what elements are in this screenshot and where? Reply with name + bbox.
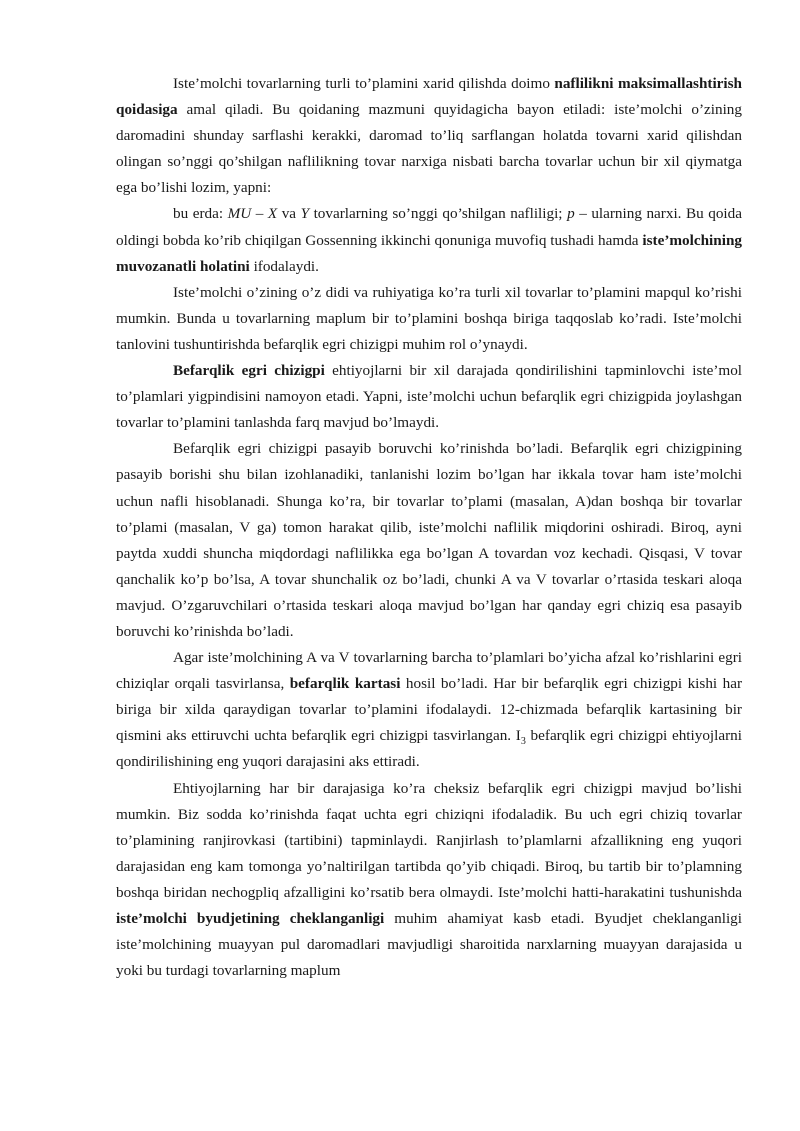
italic-term: MU – X [227,205,278,223]
text-run: befarqlik egri chizigpi ehtiyojlarni qondirilishining eng yuqori darajasini aks ettiradi. [116,727,742,771]
paragraph-1 [116,71,742,201]
paragraph-5 [116,436,742,645]
bold-term: naflilikni maksimallashtirish qoidasiga [116,75,743,119]
text-run: amal qiladi. Bu qoidaning mazmuni quyidagicha bayon etiladi: iste’molchi o’zining daromadini shunday sarflashi kerakki, daromad to’liq sarflangan holatda tovarni xarid qilishdan olingan so’nggi qo’shilgan naflilikning tovar narxiga nisbati barcha tovarlar uchun bir xil qiymatga ega bo’lishi lozim, yapni: [116,101,742,197]
paragraph-4 [116,358,742,436]
text-run: Ehtiyojlarning har bir darajasiga ko’ra cheksiz befarqlik egri chizigpi mavjud bo’lishi mumkin. Biz sodda ko’rinishda faqat uchta egri chiziqni ifodaladik. Bu uch egri chiziq tovarlar to’plamining ranjirovkasi (tartibini) tapminlaydi. Ranjirlash to’plamlarni afzallikning eng yuqori darajasidan eng kam tomonga yo’naltirilgan tartibda qo’yib chiqadi. Biroq, bu tartib bir to’plamning boshqa biridan nechogpliq afzalligini ko’rsatib bera olmaydi. Iste’molchi hatti-harakatini tushunishda [116,779,742,901]
paragraph-7 [116,776,742,985]
text-run: Befarqlik egri chizigpi pasayib boruvchi ko’rinishda bo’ladi. Befarqlik egri chizigpining pasayib borishi shu bilan izohlanadiki, tanlanishi lozim bo’lgan har ikkala tovar ham iste’molchi uchun nafli hisoblanadi. Shunga ko’ra, bir tovarlar to’plami (masalan, A)dan boshqa bir tovarlar to’plami (masalan, V ga) tomon harakat qilib, iste’molchi naflilik miqdorini oshiradi. Biroq, ayni paytda xuddi shuncha miqdordagi naflilikka ega bo’lgan A tovardan voz kechadi. Qisqasi, V tovar qanchalik ko’p bo’lsa, A tovar shunchalik oz bo’ladi, chunki A va V tovarlar o’rtasida teskari aloqa mavjud. O’zgaruvchilari o’rtasida teskari aloqa mavjud bo’lgan har qanday egri chiziq esa pasayib boruvchi ko’rinishda bo’ladi. [116,440,742,640]
text-run: ifodalaydi. [249,257,319,275]
text-run: – ularning narxi. Bu qoida oldingi bobda ko’rib chiqilgan Gossenning ikkinchi qonuniga muvofiq tushadi hamda [116,205,742,249]
paragraph-3 [116,280,742,358]
text-run: Iste’molchi o’zining o’z didi va ruhiyatiga ko’ra turli xil tovarlar to’plamini mapqul ko’rishi mumkin. Bunda u tovarlarning maplum bir to’plamini boshqa biriga taqqoslab ko’radi. Iste’molchi tanlovini tushuntirishda befarqlik egri chizigpi muhim rol o’ynaydi. [116,283,742,353]
italic-term: p [567,205,575,223]
text-run: Agar iste’molchining A va V tovarlarning barcha to’plamlari bo’yicha afzal ko’rishlarini egri chiziqlar orqali tasvirlansa, [116,649,742,693]
bold-term: befarqlik kartasi [289,675,401,693]
text-run: Iste’molchi tovarlarning turli to’plamini xarid qilishda doimo [173,75,555,92]
text-run: ehtiyojlarni bir xil darajada qondirilishini tapminlovchi iste’mol to’plamlari yigpindisini namoyon etadi. Yapni, iste’molchi uchun befarqlik egri chizigpida joylashgan tovarlar to’plamini tanlashda farq mavjud bo’lmaydi. [116,362,743,432]
text-run: va [277,205,301,223]
text-run: muhim ahamiyat kasb etadi. Byudjet cheklanganligi iste’molchining muayyan pul daromadlari mavjudligi sharoitida narxlarning muayyan darajasida u yoki bu turdagi tovarlarning maplum [116,910,742,980]
bold-term: Befarqlik egri chizigpi [173,362,325,380]
subscript: 3 [520,736,526,748]
text-run: hosil bo’ladi. Har bir befarqlik egri chizigpi kishi har biriga bir xilda qaraydigan tovarlar to’plamini ifodalaydi. 12-chizmada befarqlik kartasining bir qismini aks ettiruvchi uchta befarqlik egri chizigpi tasvirlangan. I [116,675,742,745]
paragraph-6 [116,645,742,775]
text-run: tovarlarning so’nggi qo’shilgan nafliligi; [309,205,568,223]
bold-term: iste’molchi byudjetining cheklanganligi [116,910,385,927]
italic-term: Y [300,205,310,223]
bold-term: iste’molchining muvozanatli holatini [116,231,742,275]
text-run: bu erda: [173,205,228,223]
paragraph-2 [116,201,742,279]
